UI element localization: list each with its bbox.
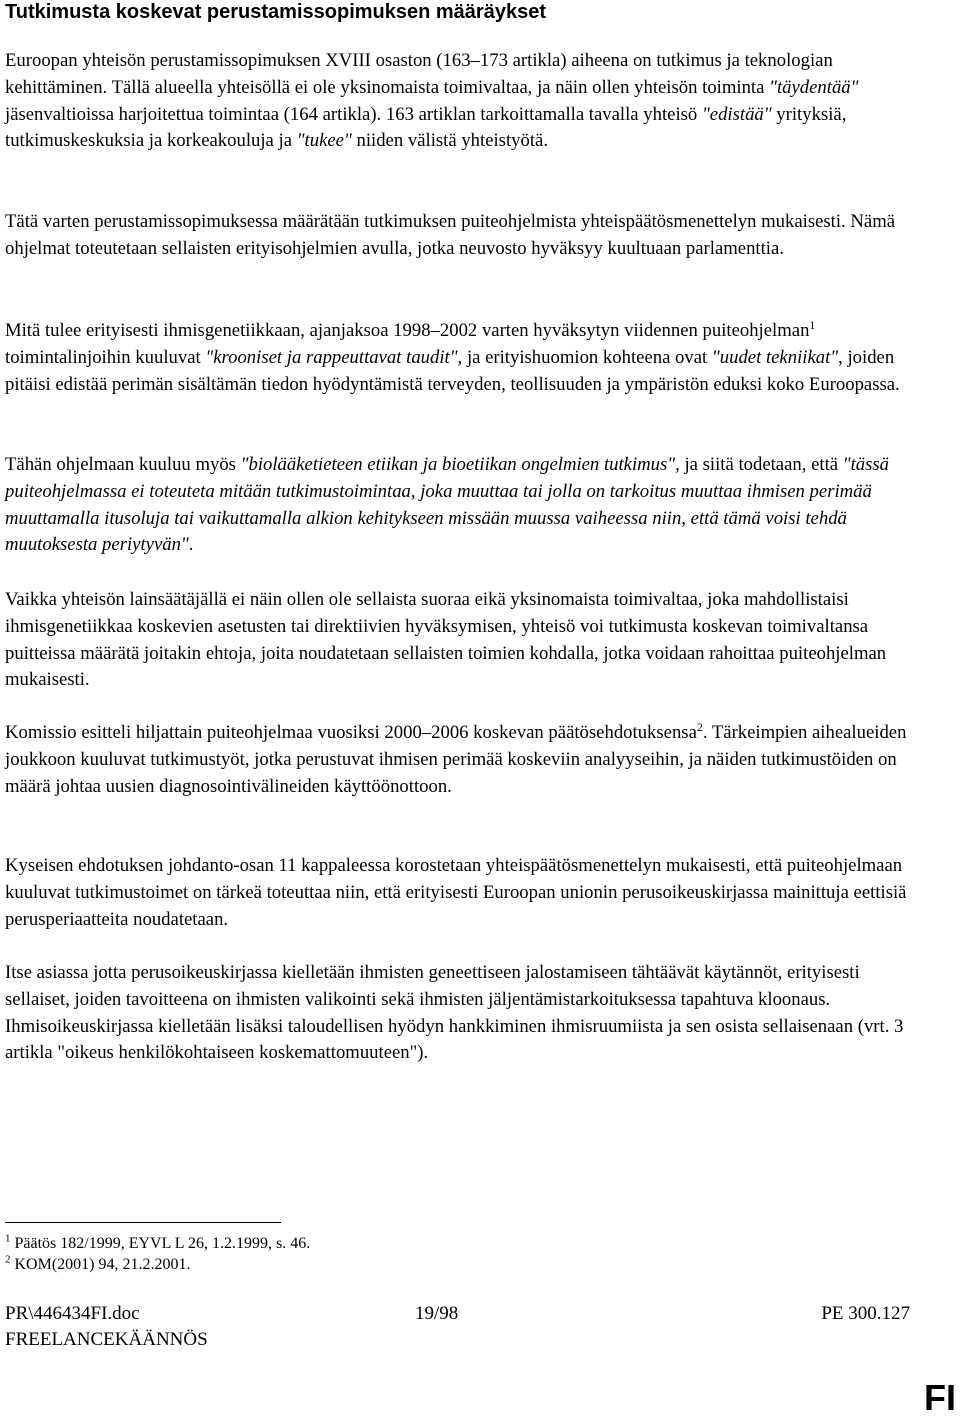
emphasis: "täydentää" xyxy=(769,76,859,98)
footnote-divider xyxy=(5,1222,281,1223)
emphasis: "uudet tekniikat" xyxy=(711,346,839,368)
text: Euroopan yhteisön perustamissopimuksen XVIII osaston (163–173 artikla) aiheena on tutkimus ja teknologian kehittäminen. Tällä alueella yhteisöllä ei ole yksinomaista toimivaltaa, ja näin ollen yhteisön toiminta xyxy=(5,50,833,98)
paragraph-5: Vaikka yhteisön lainsäätäjällä ei näin ollen ole sellaista suoraa eikä yksinomaista toimivaltaa, joka mahdollistaisi ihmisgenetiikkaa koskevien asetusten tai direktiivien hyväksymisen, yhteisö voi tutkimusta koskevan toimivaltansa puitteissa määrätä joitakin ehtoja, joita noudatetaan sellaisten toimien kohdalla, jotka voidaan rahoittaa puiteohjelman mukaisesti. xyxy=(5,589,887,691)
footnote-text: KOM(2001) 94, 21.2.2001. xyxy=(14,1256,191,1273)
footer-pe-number: PE 300.127 xyxy=(821,1303,910,1324)
text: Tähän ohjelmaan kuuluu myös xyxy=(5,454,241,475)
paragraph-1 xyxy=(5,48,910,155)
text: toimintalinjoihin kuuluvat xyxy=(5,346,206,368)
language-code: FI xyxy=(924,1377,956,1418)
section-title: Tutkimusta koskevat perustamissopimuksen määräykset xyxy=(5,1,546,23)
text: yrityksiä, tutkimuskeskuksia ja korkeakouluja ja xyxy=(5,103,847,152)
text: , ja siitä todetaan, että xyxy=(675,454,843,475)
footer-page-number: 19/98 xyxy=(415,1303,459,1324)
emphasis: "tukee" xyxy=(296,130,352,152)
footnote-number: 1 xyxy=(5,1232,11,1245)
text: Mitä tulee erityisesti ihmisgenetiikkaan, ajanjaksoa 1998–2002 varten hyväksytyn viidennen puiteohjelman xyxy=(5,320,810,341)
paragraph-6 xyxy=(5,720,910,800)
paragraph-3 xyxy=(5,318,910,398)
paragraph-4 xyxy=(5,452,910,559)
paragraph-7: Kyseisen ehdotuksen johdanto-osan 11 kappaleessa korostetaan yhteispäätösmenettelyn mukaisesti, että puiteohjelmaan kuuluvat tutkimustoimet on tärkeä toteuttaa niin, että erityisesti Euroopan unionin perusoikeuskirjassa mainittuja eettisiä perusperiaatteita noudatetaan. xyxy=(5,855,907,930)
text: , ja erityishuomion kohteena ovat xyxy=(457,346,712,368)
emphasis: "biolääketieteen etiikan ja bioetiikan ongelmien tutkimus" xyxy=(240,454,676,475)
emphasis: "tässä puiteohjelmassa ei toteuteta mitään tutkimustoimintaa, joka muuttaa tai jolla on tarkoitus muuttaa ihmisen perimää muuttamalla itusoluja tai vaikuttamalla alkion kehitykseen missään muussa vaiheessa niin, että tämä voisi tehdä muutoksesta periytyvän" xyxy=(5,454,890,556)
footnote-ref: 1 xyxy=(809,317,816,332)
footnote-ref: 2 xyxy=(696,719,703,734)
footnote-2 xyxy=(5,1255,191,1275)
text: . Tärkeimpien aihealueiden joukkoon kuuluvat tutkimustyöt, jotka perustuvat ihmisen perimää koskeviin analyyseihin, ja näiden tutkimustöiden on määrä johtaa uusien diagnosointivälineiden käyttöönottoon. xyxy=(5,722,907,797)
paragraph-2: Tätä varten perustamissopimuksessa määrätään tutkimuksen puiteohjelmista yhteispäätösmenettelyn mukaisesti. Nämä ohjelmat toteutetaan sellaisten erityisohjelmien avulla, jotka neuvosto hyväksyy kuultuaan parlamenttia. xyxy=(5,211,896,259)
footnote-number: 2 xyxy=(5,1253,11,1266)
text: niiden välistä yhteistyötä. xyxy=(351,130,548,152)
footer-translation-label: FREELANCEKÄÄNNÖS xyxy=(5,1329,208,1350)
paragraph-8: Itse asiassa jotta perusoikeuskirjassa kielletään ihmisten geneettiseen jalostamiseen tähtäävät käytännöt, erityisesti sellaiset, joiden tavoitteena on ihmisten valikointi sekä ihmisten jäljentämistarkoituksessa tapahtuva kloonaus. Ihmisoikeuskirjassa kielletään lisäksi taloudellisen hyödyn hankkiminen ihmisruumiista ja sen osista sellaisenaan (vrt. 3 artikla "oikeus henkilökohtaiseen koskemattomuuteen"). xyxy=(5,962,904,1064)
footnote-text: Päätös 182/1999, EYVL L 26, 1.2.1999, s. 46. xyxy=(14,1235,311,1252)
footnote-1 xyxy=(5,1234,310,1254)
text: . xyxy=(188,534,194,556)
text: jäsenvaltioissa harjoitettua toimintaa (164 artikla). 163 artiklan tarkoittamalla tavalla yhteisö xyxy=(5,103,702,125)
emphasis: "krooniset ja rappeuttavat taudit" xyxy=(205,346,458,368)
footer-doc-ref: PR\446434FI.doc xyxy=(5,1303,140,1324)
text: , joiden pitäisi edistää perimän sisältämän tiedon hyödyntämistä terveyden, teollisuuden ja ympäristön eduksi koko Euroopassa. xyxy=(5,346,900,395)
emphasis: "edistää" xyxy=(701,103,772,125)
text: Komissio esitteli hiljattain puiteohjelmaa vuosiksi 2000–2006 koskevan päätösehdotuksensa xyxy=(5,722,697,743)
